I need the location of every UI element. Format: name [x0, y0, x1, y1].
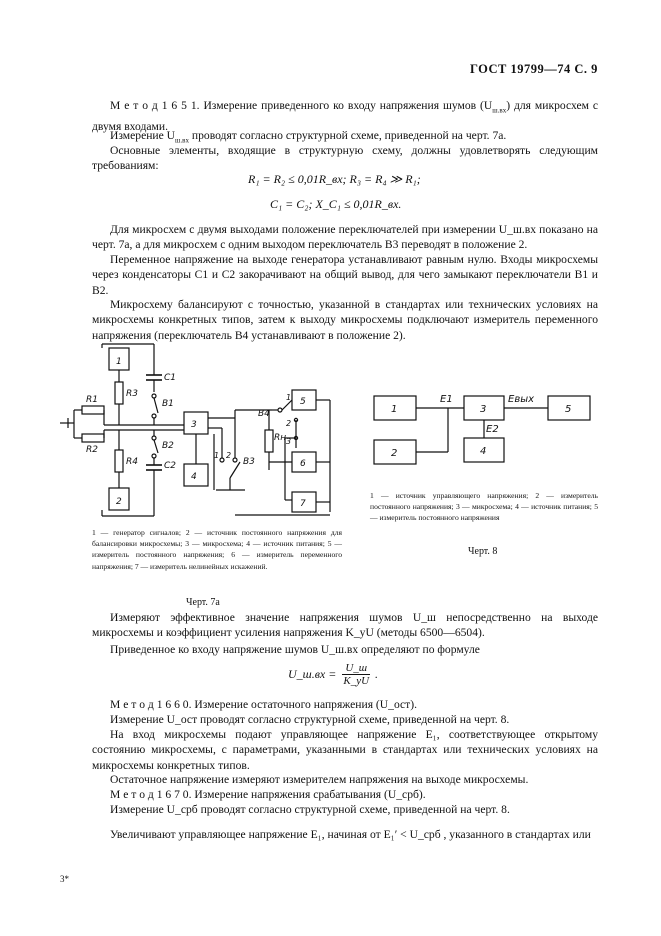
- fig7a-label-c1: C1: [164, 373, 177, 383]
- fig8-label-1: 1: [391, 404, 398, 415]
- paragraph-measure-noise: Измеряют эффективное значение напряжения шумов U_ш непосредственно на выходе микросхемы и коэффициент усиления напряжения K_yU (методы 6500—6504).: [92, 611, 598, 640]
- figure-7a-schematic: [60, 340, 350, 525]
- fig7a-pos-b3-1: 1: [214, 451, 220, 460]
- fig7a-resistor-r1: [82, 406, 104, 414]
- paragraph-residual-measure: Остаточное напряжение измеряют измерителем напряжения на выходе микросхемы.: [110, 773, 529, 786]
- formula-resistors: R₁ = R₂ ≤ 0,01R_вх; R₃ = R₄ ≫ R₁;: [248, 172, 421, 186]
- paragraph-measure-trigger: Измерение U_срб проводят согласно структурной схеме, приведенной на черт. 8.: [110, 803, 510, 816]
- fig7a-resistor-r4: [115, 450, 123, 472]
- fig8-label-e1: E1: [440, 394, 453, 405]
- fig8-label-2: 2: [391, 448, 398, 459]
- paragraph-switch-positions: Для микросхем с двумя выходами положение переключателей при измерении U_ш.вх показано на черт. 7а, а для микросхем с одним выходом переключатель B3 переводят в положение 2.: [92, 223, 598, 252]
- fig7a-label-b1: B1: [162, 399, 174, 409]
- fig7a-resistor-rn: [265, 430, 273, 452]
- fig7a-label-b2: B2: [162, 441, 174, 451]
- fig7a-label-r4: R4: [126, 457, 138, 467]
- fig7a-label-1: 1: [116, 357, 122, 367]
- paragraph-formula-intro: Приведенное ко входу напряжение шумов U_ш.вх определяют по формуле: [110, 643, 480, 656]
- fig8-label-eout: Eвых: [508, 394, 535, 405]
- fig7a-label-6: 6: [300, 459, 306, 469]
- page-header: ГОСТ 19799—74 С. 9: [470, 62, 598, 76]
- fig7a-resistor-r3: [115, 382, 123, 404]
- paragraph-balance: Микросхему балансируют с точностью, указанной в стандартах или технических условиях на микросхемы конкретных типов, затем к выходу микросхемы подключают измеритель переменного напряжения (переключатель B4 устанавливают в положение 2).: [92, 298, 598, 342]
- paragraph-method-1651: М е т о д 1 6 5 1. Измерение приведенного ко входу напряжения шумов $(U_{ш.вх})$ для микросхем с двумя входами.: [92, 99, 598, 133]
- figure-8-schematic: [368, 390, 608, 475]
- figure-8-caption: 1 — источник управляющего напряжения; 2 — измеритель постоянного напряжения; 3 — микросхема; 4 — источник питания; 5 — измеритель постоянного напряжения: [370, 491, 598, 523]
- fig7a-label-4: 4: [191, 472, 197, 482]
- fig7a-pos-b3-2: 2: [226, 451, 232, 460]
- fig7a-label-5: 5: [300, 397, 306, 407]
- paragraph-increase-voltage: Увеличивают управляющее напряжение E₁, начиная от E₁′ < U_срб , указанного в стандартах или: [110, 828, 591, 841]
- paragraph-control-voltage: На вход микросхемы подают управляющее напряжение E₁, соответствующее открытому состоянию микросхемы, с параметрами, указанными в стандартах или технических условиях на микросхемы конкретных типов.: [92, 728, 598, 772]
- fig7a-pos-b4-1: 1: [286, 393, 292, 402]
- fig7a-label-2: 2: [116, 497, 122, 507]
- formula-input-noise: U_ш.вх = U_ш K_yU .: [288, 662, 379, 687]
- fig8-label-5: 5: [565, 404, 572, 415]
- fig7a-label-b3: B3: [243, 457, 255, 467]
- fig7a-label-c2: C2: [164, 461, 177, 471]
- formula-capacitors: C₁ = C₂; X_C₁ ≤ 0,01R_вх.: [270, 197, 402, 211]
- figure-7a-label: Черт. 7а: [186, 597, 220, 608]
- fig7a-label-r3: R3: [126, 389, 138, 399]
- paragraph-generator-zero: Переменное напряжение на выходе генератора устанавливают равным нулю. Входы микросхемы через конденсаторы C1 и C2 закорачивают на общий вывод, для чего замыкают переключатели B1 и B2.: [92, 253, 598, 297]
- paragraph-method-1660: М е т о д 1 6 6 0. Измерение остаточного напряжения (U_ост).: [110, 698, 418, 711]
- fig7a-pos-b4-3: 3: [286, 437, 292, 446]
- paragraph-measure-residual: Измерение U_ост проводят согласно структурной схеме, приведенной на черт. 8.: [110, 713, 510, 726]
- fig7a-label-r1: R1: [86, 395, 98, 405]
- fig7a-label-7: 7: [300, 499, 306, 509]
- paragraph-requirements: Основные элементы, входящие в структурную схему, должны удовлетворять следующим требованиям:: [92, 144, 598, 173]
- fig7a-label-3: 3: [191, 420, 197, 430]
- figure-8-label: Черт. 8: [468, 546, 498, 557]
- fig7a-label-b4: B4: [258, 409, 270, 419]
- paragraph-method-1670: М е т о д 1 6 7 0. Измерение напряжения срабатывания (U_срб).: [110, 788, 426, 801]
- fig7a-label-r2: R2: [86, 445, 98, 455]
- fig8-label-4: 4: [480, 446, 487, 457]
- fig7a-resistor-r2: [82, 434, 104, 442]
- paragraph-measure-scheme-7a: Измерение $U_{ш.вх}$ проводят согласно структурной схеме, приведенной на черт. 7а.: [110, 129, 507, 145]
- fig7a-label-rn: Rн: [274, 433, 287, 443]
- page-footer-mark: 3*: [60, 874, 69, 884]
- fig8-label-3: 3: [480, 404, 487, 415]
- fig8-label-e2: E2: [486, 424, 499, 435]
- figure-7a-caption: 1 — генератор сигналов; 2 — источник постоянного напряжения для балансировки микросхемы; 3 — микросхема; 4 — источник питания; 5 — измеритель постоянного напряжения; 6 — измеритель переменного напряжения; 7 — измеритель нелинейных искажений.: [92, 528, 342, 571]
- fig7a-pos-b4-2: 2: [286, 419, 292, 428]
